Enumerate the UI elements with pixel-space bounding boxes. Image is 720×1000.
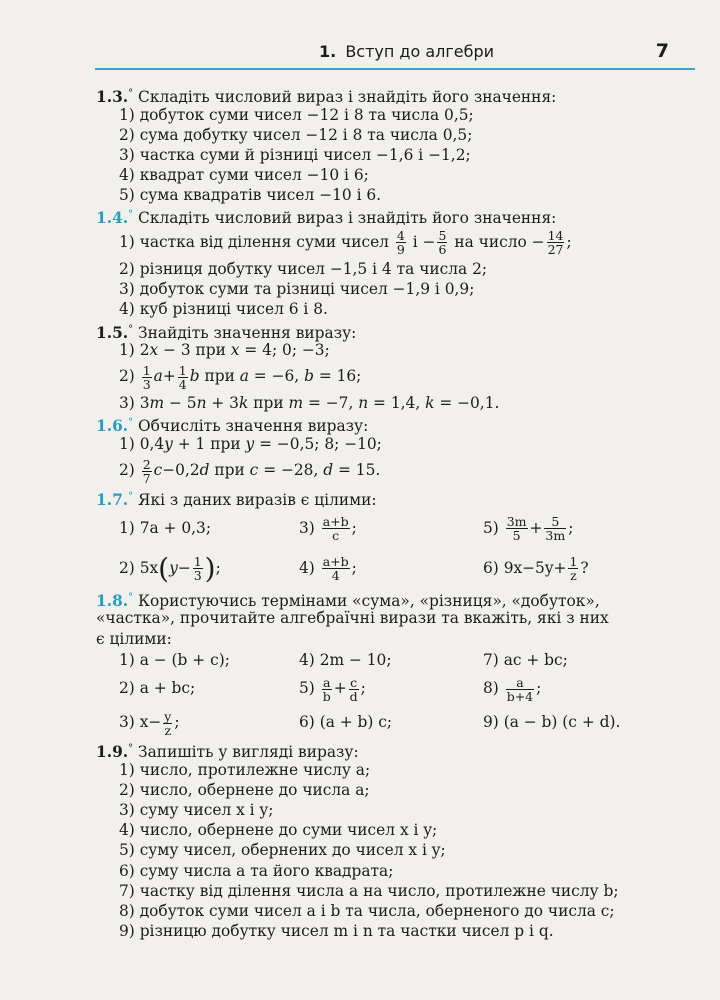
list-item: 5) $\frac{3m}{5}$ + $\frac{5}{3m}$ ;	[483, 514, 574, 544]
exercise-list	[96, 84, 696, 941]
exercise-task: Знайдіть значення виразу:	[138, 323, 357, 342]
exercise-1-9	[96, 739, 696, 941]
exercise-1-6	[96, 413, 696, 487]
grid-row	[119, 671, 696, 705]
fraction: $\frac{5}{6}$	[438, 228, 447, 258]
fraction: $\frac{14}{27}$	[547, 228, 564, 258]
list-item: 4) куб різниці чисел 6 і 8.	[119, 300, 328, 319]
exercise-number: 1.9.°	[96, 743, 134, 762]
exercise-task: Запишіть у вигляді виразу:	[138, 743, 359, 762]
list-item: 7) ac + bc;	[483, 651, 568, 670]
fraction: $\frac{4}{9}$	[396, 228, 405, 258]
grid-row	[119, 508, 696, 548]
list-item: 4) квадрат суми чисел −10 і 6;	[119, 166, 369, 185]
exercise-number: 1.8.°	[96, 591, 134, 610]
grid-row	[119, 649, 696, 671]
fraction: $\frac{y}{z}$	[164, 708, 172, 738]
list-item: 2) число, обернене до числа a;	[119, 780, 370, 799]
grid-row	[119, 705, 696, 739]
page-header	[95, 36, 695, 70]
chapter-heading: 1. Вступ до алгебри	[319, 42, 495, 61]
list-item: 3) x− $\frac{y}{z}$ ;	[119, 708, 180, 738]
list-item: 2) $\frac{2}{7}$ c−0,2d при c = −28, d = 15.	[119, 456, 381, 486]
fraction: $\frac{c}{d}$	[349, 674, 358, 704]
list-item: 4) 2m − 10;	[299, 651, 392, 670]
exercise-task: Обчисліть значення виразу:	[138, 417, 369, 436]
exercise-task-cont: є цілими:	[96, 629, 172, 648]
list-item: 6) суму числа a та його квадрата;	[119, 861, 394, 880]
fraction: $\frac{3m}{5}$	[506, 514, 527, 544]
list-item: 2) $\frac{1}{3}$ a+ $\frac{1}{4}$ b при a = −6, b = 16;	[119, 362, 362, 392]
exercise-1-8	[96, 588, 696, 740]
list-item: 7) частку від ділення числа a на число, протилежне числу b;	[119, 881, 619, 900]
list-item: 3) 3m − 5n + 3k при m = −7, n = 1,4, k = −0,1.	[119, 394, 500, 413]
list-item: 6) 9x−5y+ $\frac{1}{z}$ ?	[483, 554, 589, 584]
list-item: 1) 0,4y + 1 при y = −0,5; 8; −10;	[119, 434, 382, 453]
fraction: $\frac{a}{b+4}$	[506, 674, 534, 704]
list-item: 3) суму чисел x і y;	[119, 800, 274, 819]
exercise-number: 1.5.°	[96, 323, 134, 342]
list-item: 1) 2x − 3 при x = 4; 0; −3;	[119, 341, 330, 359]
list-item: 1) a − (b + c);	[119, 651, 230, 670]
exercise-1-7	[96, 487, 696, 588]
exercise-number: 1.6.°	[96, 417, 134, 436]
list-item: 9) різницю добутку чисел m і n та частки чисел p і q.	[119, 922, 554, 941]
exercise-task: Користуючись термінами «сума», «різниця», «добуток»,	[138, 591, 600, 610]
list-item: 2) 5x(y− $\frac{1}{3}$ );	[119, 551, 221, 585]
exercise-number: 1.4.°	[96, 209, 134, 228]
exercise-task: Складіть числовий вираз і знайдіть його значення:	[138, 209, 557, 228]
list-item: 1) 7a + 0,3;	[119, 518, 211, 537]
list-item: 6) (a + b) c;	[299, 713, 393, 732]
fraction: $\frac{5}{3m}$	[545, 514, 566, 544]
fraction: $\frac{a}{b}$	[322, 674, 331, 704]
fraction: $\frac{1}{3}$	[142, 362, 151, 392]
list-item: 5) $\frac{a}{b}$ + $\frac{c}{d}$ ;	[299, 674, 366, 704]
list-item: 3) добуток суми та різниці чисел −1,9 і 0,9;	[119, 280, 475, 299]
exercise-1-3	[96, 84, 696, 205]
exercise-1-4	[96, 205, 696, 319]
list-item: 2) сума добутку чисел −12 і 8 та числа 0,5;	[119, 125, 473, 144]
fraction: $\frac{1}{4}$	[178, 362, 187, 392]
list-item: 8) добуток суми чисел a і b та числа, оберненого до числа c;	[119, 901, 615, 920]
list-item: 4) число, обернене до суми чисел x і y;	[119, 821, 438, 840]
exercise-task: Які з даних виразів є цілими:	[138, 491, 377, 510]
list-item: 1) число, протилежне числу a;	[119, 760, 371, 779]
list-item: 1) частка від ділення суми чисел $\frac{4}{9}$ і − $\frac{5}{6}$ на число − $\frac{14}{27}$ ;	[119, 228, 572, 258]
list-item: 2) різниця добутку чисел −1,5 і 4 та числа 2;	[119, 259, 488, 278]
exercise-number: 1.3.°	[96, 88, 134, 106]
fraction: $\frac{1}{z}$	[569, 554, 578, 584]
grid-row	[119, 548, 696, 588]
exercise-number: 1.7.°	[96, 491, 134, 510]
list-item: 3) частка суми й різниці чисел −1,6 і −1,2;	[119, 145, 471, 164]
fraction: $\frac{a+b}{4}$	[322, 554, 349, 584]
exercise-task: Складіть числовий вираз і знайдіть його значення:	[138, 88, 557, 106]
exercise-task-cont: «частка», прочитайте алгебраїчні вирази та вкажіть, які з них	[96, 609, 609, 628]
list-item: 1) добуток суми чисел −12 і 8 та числа 0,5;	[119, 105, 474, 124]
fraction: $\frac{1}{3}$	[193, 554, 202, 584]
fraction: $\frac{2}{7}$	[142, 456, 151, 486]
list-item: 5) суму чисел, обернених до чисел x і y;	[119, 841, 446, 860]
list-item: 2) a + bc;	[119, 679, 196, 698]
list-item: 4) $\frac{a+b}{4}$ ;	[299, 554, 357, 584]
list-item: 9) (a − b) (c + d).	[483, 713, 621, 732]
exercise-1-5	[96, 320, 696, 414]
header-rule	[95, 68, 695, 70]
fraction: $\frac{a+b}{c}$	[322, 514, 349, 544]
list-item: 5) сума квадратів чисел −10 і 6.	[119, 186, 382, 205]
list-item: 8) $\frac{a}{b+4}$ ;	[483, 674, 542, 704]
list-item: 3) $\frac{a+b}{c}$ ;	[299, 514, 357, 544]
page-number: 7	[655, 40, 669, 62]
